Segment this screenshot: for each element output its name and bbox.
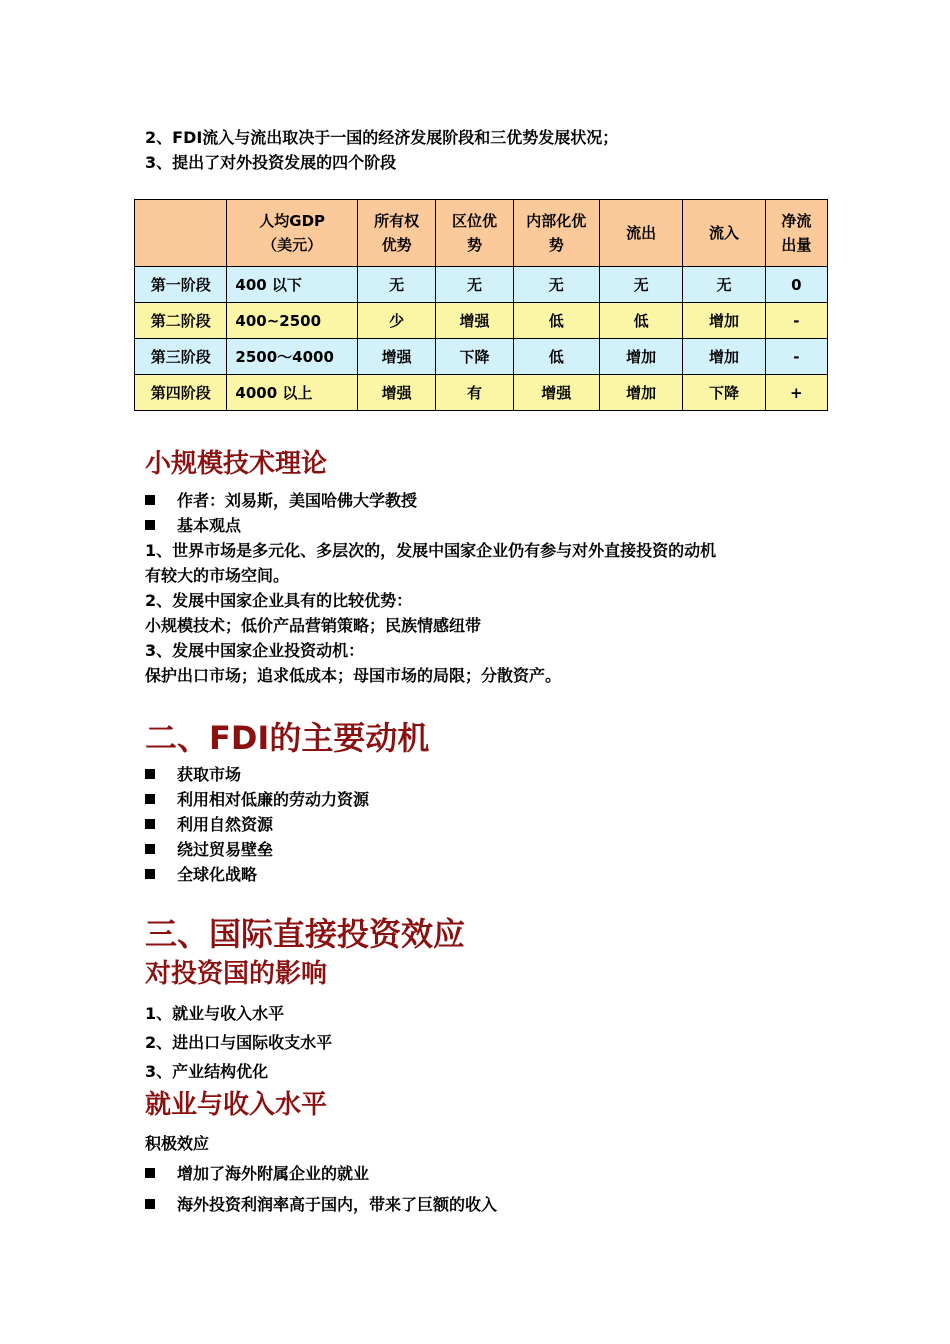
table-cell: 4000 以上 <box>227 375 358 411</box>
list-item: 利用相对低廉的劳动力资源 <box>145 790 369 810</box>
stages-table <box>134 199 828 411</box>
text-line: 3、产业结构优化 <box>145 1062 269 1081</box>
list-item: 海外投资利润率高于国内，带来了巨额的收入 <box>145 1195 497 1215</box>
table-cell: 下降 <box>436 339 513 375</box>
table-header-row <box>135 200 828 267</box>
table-cell: 0 <box>765 267 827 303</box>
table-header-cell: 流出 <box>599 200 682 267</box>
subheading-investor-country: 对投资国的影响 <box>145 959 328 989</box>
square-bullet-icon <box>145 1199 155 1209</box>
text-line: 1、就业与收入水平 <box>145 1004 285 1023</box>
list-item: 作者：刘易斯，美国哈佛大学教授 <box>145 491 417 511</box>
table-cell: 第三阶段 <box>135 339 227 375</box>
table-row <box>135 303 828 339</box>
table-cell: 增加 <box>599 375 682 411</box>
table-cell: 有 <box>436 375 513 411</box>
table-cell: 第二阶段 <box>135 303 227 339</box>
list-item: 获取市场 <box>145 765 241 785</box>
table-row <box>135 339 828 375</box>
square-bullet-icon <box>145 1168 155 1178</box>
square-bullet-icon <box>145 869 155 879</box>
table-header-cell: 所有权 优势 <box>357 200 435 267</box>
square-bullet-icon <box>145 844 155 854</box>
list-item: 绕过贸易壁垒 <box>145 840 273 860</box>
intro-line-1: 2、FDI流入与流出取决于一国的经济发展阶段和三优势发展状况； <box>145 128 619 147</box>
table-cell: 增强 <box>357 339 435 375</box>
table-cell: 增加 <box>683 303 765 339</box>
square-bullet-icon <box>145 794 155 804</box>
table-cell: 第一阶段 <box>135 267 227 303</box>
subheading-employment: 就业与收入水平 <box>145 1090 328 1120</box>
table-cell: 少 <box>357 303 435 339</box>
table-cell: 下降 <box>683 375 765 411</box>
table-header-cell: 区位优 势 <box>436 200 513 267</box>
text-line: 保护出口市场；追求低成本；母国市场的局限；分散资产。 <box>145 666 562 685</box>
text-line: 有较大的市场空间。 <box>145 566 290 585</box>
table-cell: 400 以下 <box>227 267 358 303</box>
table-cell: 低 <box>513 303 599 339</box>
table-cell: 增强 <box>513 375 599 411</box>
table-cell: 增加 <box>683 339 765 375</box>
list-item: 基本观点 <box>145 516 241 536</box>
table-cell: 第四阶段 <box>135 375 227 411</box>
table-cell: 低 <box>599 303 682 339</box>
table-cell: 无 <box>357 267 435 303</box>
text-line: 小规模技术；低价产品营销策略；民族情感纽带 <box>145 616 482 635</box>
table-cell: 2500～4000 <box>227 339 358 375</box>
text-line: 2、进出口与国际收支水平 <box>145 1033 333 1052</box>
square-bullet-icon <box>145 769 155 779</box>
positive-effects-label: 积极效应 <box>145 1134 210 1153</box>
table-header-cell: 净流 出量 <box>765 200 827 267</box>
text-line: 3、发展中国家企业投资动机： <box>145 641 365 660</box>
table-header-cell <box>135 200 227 267</box>
square-bullet-icon <box>145 520 155 530</box>
table-header-cell: 人均GDP （美元） <box>227 200 358 267</box>
square-bullet-icon <box>145 495 155 505</box>
table-cell: 无 <box>436 267 513 303</box>
table-cell: 增加 <box>599 339 682 375</box>
table-cell: 低 <box>513 339 599 375</box>
table-header-cell: 流入 <box>683 200 765 267</box>
text-line: 2、发展中国家企业具有的比较优势： <box>145 591 413 610</box>
list-item: 全球化战略 <box>145 865 257 885</box>
table-row <box>135 375 828 411</box>
intro-line-2: 3、提出了对外投资发展的四个阶段 <box>145 153 397 172</box>
square-bullet-icon <box>145 819 155 829</box>
text-line: 1、世界市场是多元化、多层次的，发展中国家企业仍有参与对外直接投资的动机 <box>145 541 717 560</box>
table-row <box>135 267 828 303</box>
list-item: 利用自然资源 <box>145 815 273 835</box>
heading-motives: 二、FDI的主要动机 <box>145 719 430 757</box>
table-cell: 增强 <box>436 303 513 339</box>
heading-effects: 三、国际直接投资效应 <box>145 915 466 953</box>
table-cell: 无 <box>683 267 765 303</box>
table-cell: 无 <box>599 267 682 303</box>
table-cell: 无 <box>513 267 599 303</box>
table-cell: - <box>765 339 827 375</box>
table-cell: 增强 <box>357 375 435 411</box>
table-cell: - <box>765 303 827 339</box>
table-cell: + <box>765 375 827 411</box>
list-item: 增加了海外附属企业的就业 <box>145 1164 369 1184</box>
table-header-cell: 内部化优 势 <box>513 200 599 267</box>
table-cell: 400~2500 <box>227 303 358 339</box>
heading-small-scale: 小规模技术理论 <box>145 449 328 479</box>
